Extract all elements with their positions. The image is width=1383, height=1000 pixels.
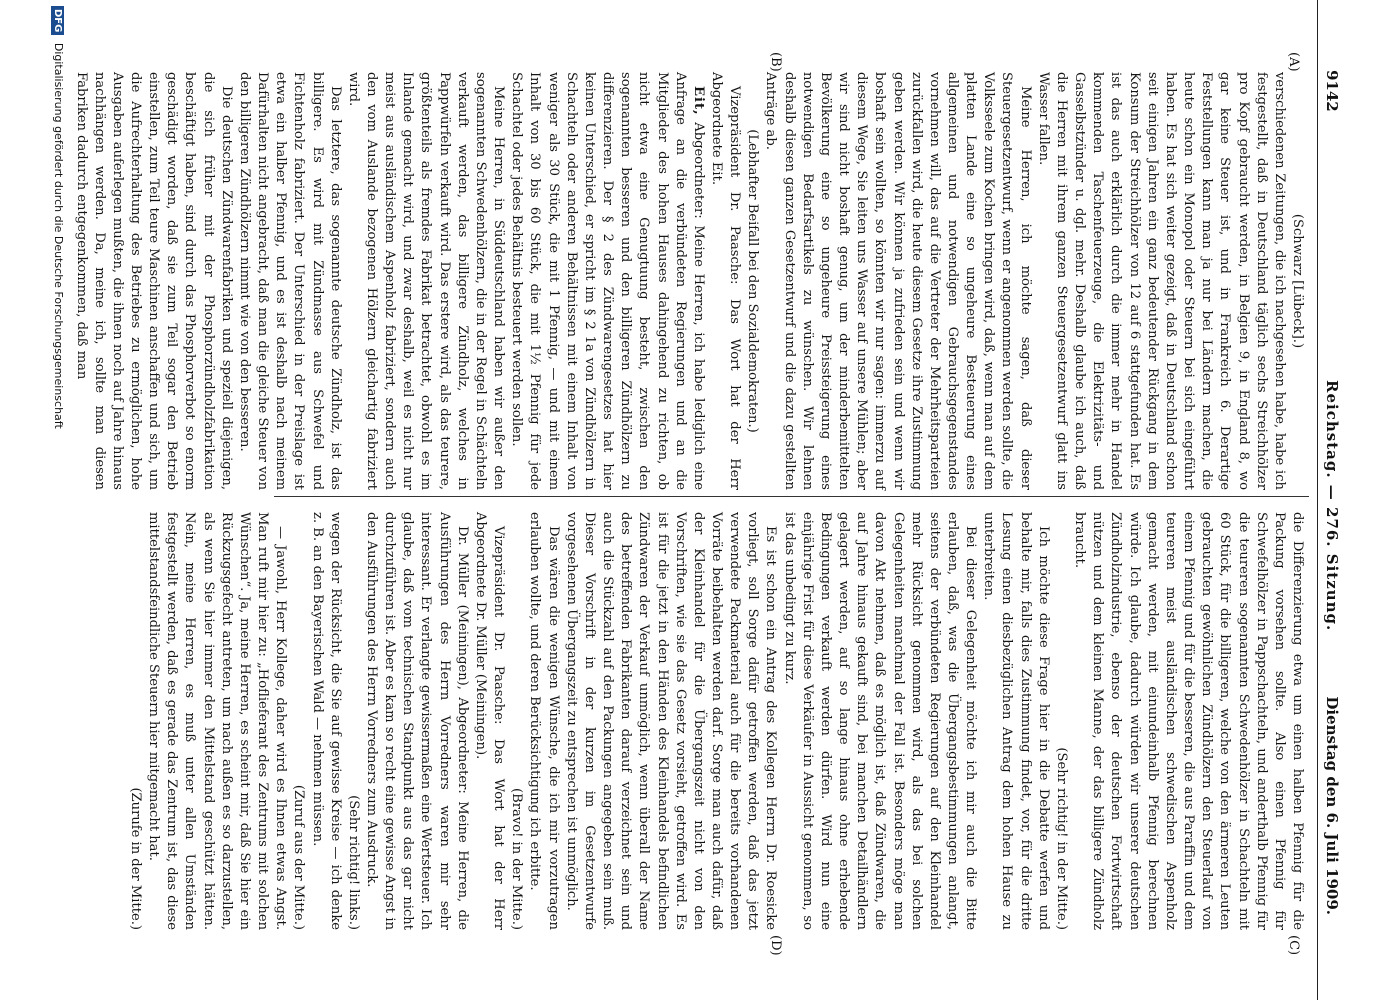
- interjection: (Sehr richtig! links.): [345, 795, 361, 930]
- applause-note: (Lebhafter Beifall bei den Sozialdemokraten.): [745, 129, 761, 433]
- paragraph: — Jawohl, Herr Kollege, daher wird es Ihnen etwas Angst. Man ruft mir hier zu: „Hoflieferant des Zentrums mit solchen Wünschen“. Ja, meine Herren, es scheint mir, daß Sie hier ein Rückzugsgefecht antreten, um nach außen es so darzustellen, als wenn Sie hier immer den Mittelstand geschützt hätten. Nein, meine Herren, es muß unter allen Umständen festgestellt werden, daß es gerade das Zentrum ist, das diese mittelstandsfeindliche Steuern hier mitgemacht hat.: [146, 512, 289, 930]
- speaker-intro: (Schwarz [Lübeck].): [1290, 213, 1305, 349]
- right-column: [128, 512, 1306, 930]
- paragraph: Es ist schon ein Antrag des Kollegen Herrn Dr. Roesicke vorliegt, soll Sorge dafür getroffen werden, daß das jetzt verwendete Packmaterial auch für die bereits vorhandenen Vorräte beibehalten werden darf. Sorge man auch dafür, daß der Kleinhandel für die Übergangszeit nicht von den Vorschriften, wie sie das Gesetz vorsieht, getroffen wird. Es ist für die jetzt in den Händen des Kleinhandels befindlichen Zündwaren der Verkauf unmöglich, wenn überall der Name des betreffenden Fabrikanten darauf verzeichnet sein und auch die Stückzahl auf den Packungen angegeben sein muß. Dieser Vorschrift in der kurzen im Gesetzentwurfe vorgesehenen Übergangszeit zu entsprechen ist unmöglich.: [563, 512, 779, 930]
- left-column: [73, 72, 1306, 490]
- interjection: (Zuruf aus der Mitte.): [291, 784, 307, 930]
- president-line: Vizepräsident Dr. Paasche: Das Wort hat der Herr Abgeordnete Eit.: [709, 72, 743, 490]
- margin-mark-c: (C): [1286, 935, 1301, 956]
- speaker-name: Eit,: [690, 86, 706, 116]
- margin-mark-d: (D): [768, 935, 783, 956]
- paragraph: Das wären die wenigen Wünsche, die ich mir vorzutragen erlauben wollte, und deren Berücksichtigung ich erbitte.: [527, 512, 561, 930]
- margin-mark-a: (A): [1286, 52, 1301, 72]
- paragraph: verschiedenen Zeitungen, die ich nachgesehen habe, habe ich festgestellt, daß in Deutschland täglich sechs Streichhölzer pro Kopf gebraucht werden, in Belgien 9, in England 8, wo gar keine Steuer ist, und in Frankreich 6. Derartige Feststellungen kann man ja nur bei Ländern machen, die heute schon ein Monopol oder Steuern bei sich eingeführt haben. Es hat sich weiter gezeigt, daß in Deutschland schon seit einigen Jahren ein ganz bedeutender Rückgang in dem Konsum der Streichhölzer von 12 auf 6 stattgefunden hat. Es ist das auch erklärlich durch die immer mehr in Handel kommenden Taschenfeuerzeuge, die Elektrizitäts- und Gasselbstzünder u. dgl. mehr. Deshalb glaube ich auch, daß die Herren mit ihrem ganzen Steuergesetzentwurf glatt ins Wasser fallen.: [1035, 72, 1287, 490]
- dfg-logo: DFG: [52, 6, 65, 35]
- interjection: (Zurufe in der Mitte.): [128, 787, 143, 930]
- page-number: 9142: [1323, 70, 1341, 112]
- paragraph: Meine Herren, in Süddeutschland haben wir außer den sogenannten Schwedenhölzern, die in der Regel in Schächteln verkauft werden, das billigere Zündholz, welches in Pappwürfeln verkauft wird. Das erstere wird, als das teurere, größtenteils als fremdes Fabrikat betrachtet, obwohl es im Inlande gemacht wird, und zwar deshalb, weil es nicht nur meist aus ausländischem Aspenholz fabriziert, sondern auch den vom Auslande bezogenen Hölzern gleichartig fabriziert wird.: [345, 72, 507, 490]
- paragraph: die Differenzierung etwa um einen halben Pfennig für die Packung vorsehen sollte. Also einen Pfennig für Schwefelhölzer in Pappschachteln, und anderthalb Pfennig für die teureren sogenannten Schwedenhölzer in Schachteln mit 60 Stück, für die billigeren, welche von den ärmeren Leuten gebrauchten gewöhnlichen Zündhölzern den Steuerlauf von einem Pfennig und für die besseren, die aus Paraffin und dem teureren meist ausländischen schwedischen Aspenholz gemacht werden, mit einundeinhalb Pfennig berechnen würde. Ich glaube, dadurch würden wir unserer deutschen Zündholzindustrie, ebenso der deutschen Fortwirtschaft nützen und dem kleinen Manne, der das billigere Zündholz braucht.: [1072, 512, 1305, 930]
- paragraph: Die deutschen Zündwarenfabriken und speziell diejenigen, die sich früher mit der Phosphorzündholzfabrikation beschäftigt haben, sind durch das Phosphorverbot so enorm geschädigt worden, daß sie zum Teil sogar den Betrieb einstellen, zum Teil teure Maschinen anschaffen und sich, um die Aufrechterhaltung des Betriebes zu ermöglichen, hohe Ausgaben auferlegen mußten, die ihnen noch auf Jahre hinaus nachhängen werden. Da, meine ich, sollte man diesen Fabriken dadurch entgegenkommen, daß man: [73, 72, 234, 490]
- paragraph: Bei dieser Gelegenheit möchte ich mir auch die Bitte erlauben, daß, was die Übergangsbestimmungen anlangt, seitens der verbündeten Regierungen auf den Kleinhandel mehr Rücksicht genommen wird, als das bei solchen Gelegenheiten manchmal der Fall ist. Besonders möge man davon Akt nehmen, daß es möglich ist, daß Zündwaren, die auf Jahre hinaus gekauft sind, bei manchen Detailhändlern gelagert werden, auf so lange hinaus ohne erhebende Bedingungen verkauft werden dürfen. Wird nun eine einjährige Frist für diese Verkäufer in Aussicht genommen, so ist das unbedingt zu kurz.: [781, 512, 979, 930]
- margin-mark-b: (B): [768, 52, 783, 72]
- paragraph: Meine Herren, ich möchte sagen, daß dieser Steuergesetzentwurf, wenn er angenommen werden sollte, die Volksseele zum Kochen bringen wird, daß, wenn man auf dem platten Lande eine so ungeheure Besteuerung eines allgemeinen und notwendigen Gebrauchsgegenstandes vornehmen will, das auf die Vertreter der Mehrheitsparteien zurückfallen wird, die heute diesem Gesetze ihre Zustimmung geben werden. Wir können ja zufrieden sein und wenn wir boshaft sein wollten, so könnten wir nur sagen: immerzu auf diesem Wege, Sie leiten uns Wasser auf unsere Mühlen; aber wir sind nicht boshaft genug, um der minderbemittelten Bevölkerung eine so ungeheure Preissteigerung eines notwendigen Bedarfsartikels zu wünschen. Wir lehnen deshalb diesen ganzen Gesetzentwurf und die dazu gestellten Anträge ab.: [763, 72, 1033, 490]
- column-divider: [274, 496, 1309, 497]
- funding-footer: [52, 6, 66, 429]
- applause-note: (Sehr richtig! in der Mitte.): [1053, 747, 1069, 930]
- paragraph: Ich möchte diese Frage hier in die Debatte werfen und behalte mir, falls dies Zustimmung findet, vor, für die dritte Lesung einen diesbezüglichen Antrag dem hohen Hause zu unterbreiten.: [981, 512, 1051, 930]
- applause-note: (Bravo! in der Mitte.): [509, 788, 525, 930]
- paragraph: Das letztere, das sogenannte deutsche Zündholz, ist das billigere. Es wird mit Zündmasse aus Schwefel und Fichtenholz fabriziert. Der Unterschied in der Preislage ist etwa ein halber Pfennig, und es ist deshalb nach meinem Dafürhalten nicht angebracht, daß man die gleiche Steuer von den billigeren Zündhölzern nimmt wie von den besseren.: [236, 72, 343, 490]
- page-header-title: Reichstag. — 276. Sitzung.: [1323, 380, 1341, 632]
- paragraph: wegen der Rücksicht, die Sie auf gewisse Kreise — ich denke z. B. an den Bayerischen Wald — nehmen müssen.: [309, 512, 343, 930]
- paragraph: Dr. Müller (Meiningen), Abgeordneter: Meine Herren, die Ausführungen des Herrn Vorredners waren mir sehr interessant. Er verlangte gewissermaßen eine Wertsteuer. Ich glaube, daß vom technischen Standpunkt aus das gar nicht durchzuführen ist. Aber es kam so recht eine gewisse Angst in den Ausführungen des Herrn Vorredners zum Ausdruck.: [364, 512, 470, 930]
- president-line: Vizepräsident Dr. Paasche: Das Wort hat der Herr Abgeordnete Dr. Müller (Meiningen).: [472, 512, 507, 930]
- page-header-date: Dienstag den 6. Juli 1909.: [1323, 696, 1341, 915]
- header-rule: [1317, 0, 1318, 1000]
- footer-text: Digitalisierung gefördert durch die Deutsche Forschungsgemeinschaft: [52, 42, 65, 429]
- paragraph: Abgeordneter: Meine Herren, ich habe lediglich eine Anfrage an die verbündeten Regierungen und an die Mitglieder des hohen Hauses dahingehend zu richten, ob nicht etwa eine Genugtuung besteht, zwischen den sogenannten besseren und den billigeren Zündhölzern zu differenzieren. Der § 2 des Zündwarengesetzes hat hier keinen Unterschied, er spricht im § 2 1a von Zündhölzern in Schachteln oder anderen Behältnissen mit einem Inhalt von weniger als 30 Stück, die mit 1 Pfennig, — und mit einem Inhalt von 30 bis 60 Stück, die mit 1½ Pfennig für jede Schachtel oder jedes Behältnis besteuert werden sollen.: [509, 72, 706, 490]
